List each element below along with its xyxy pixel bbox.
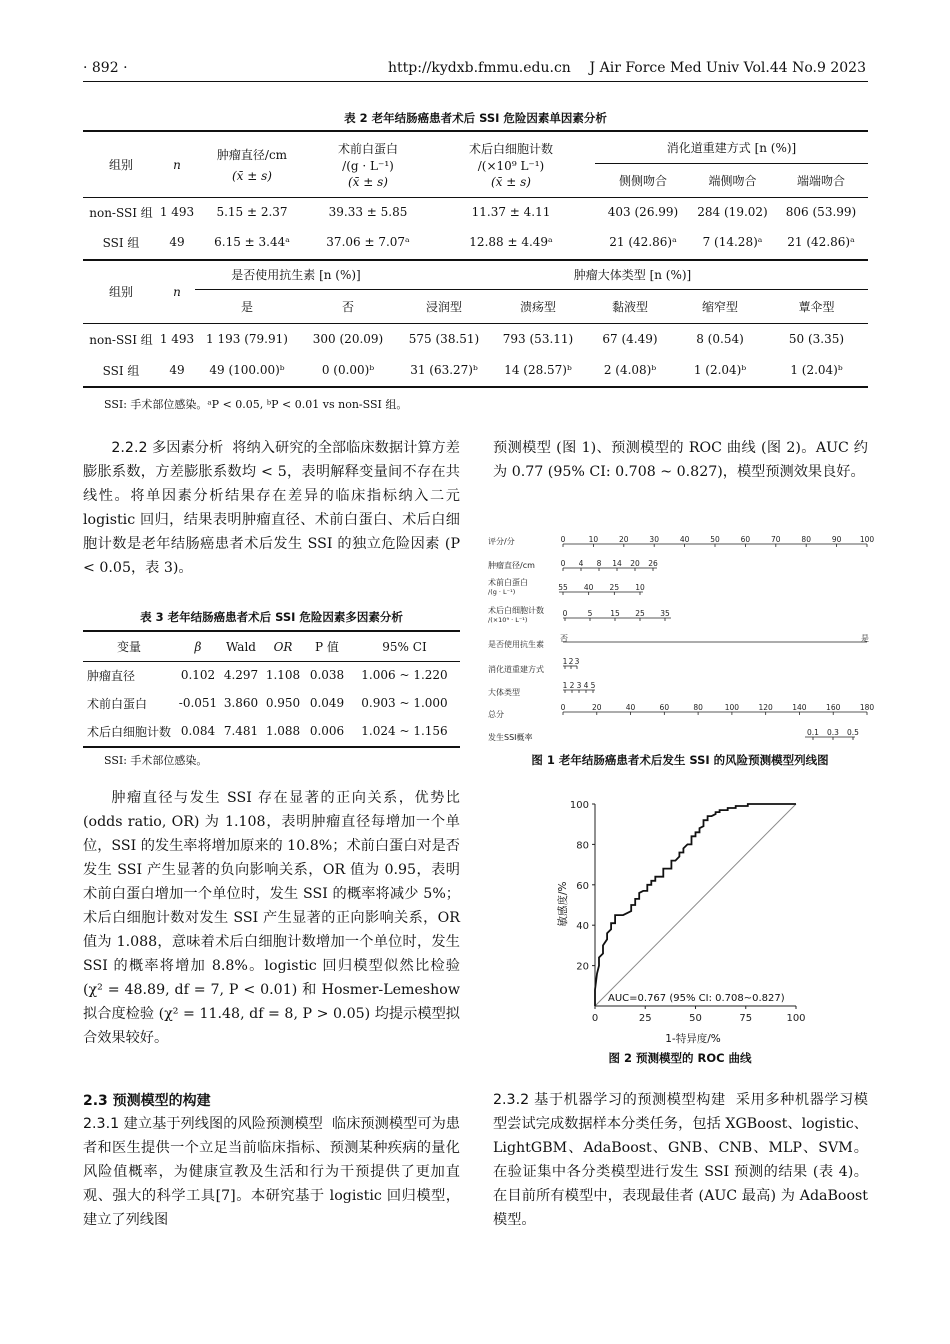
roc-x-tick-label: 50 bbox=[689, 1013, 702, 1024]
cell: 7.481 bbox=[223, 724, 259, 738]
cell: 31 (63.27)ᵇ bbox=[410, 363, 478, 377]
th: β bbox=[194, 639, 202, 654]
nomo-type-tick-label: 4 bbox=[583, 681, 589, 690]
cell: 1 (2.04)ᵇ bbox=[693, 363, 747, 377]
th-wbc: 术后白细胞计数 /(×10⁹ L⁻¹) (x̄ ± s) bbox=[468, 142, 553, 190]
table2-caption: 表 2 老年结肠癌患者术后 SSI 危险因素单因素分析 bbox=[344, 111, 607, 125]
nomo-albumin-tick-label: 55 bbox=[558, 583, 568, 592]
cell: 1 493 bbox=[159, 332, 195, 347]
cell: 403 (26.99) bbox=[607, 205, 679, 220]
nomo-albumin-tick-label: 10 bbox=[635, 583, 645, 592]
nomo-tumor-tick-label: 20 bbox=[630, 559, 640, 568]
cell: 300 (20.09) bbox=[312, 332, 384, 347]
nomo-points-tick-label: 90 bbox=[831, 535, 842, 544]
cell: 1.006 ~ 1.220 bbox=[361, 668, 448, 683]
th-n: n bbox=[173, 157, 181, 172]
nomo-total-tick-label: 20 bbox=[592, 703, 602, 712]
nomo-tumor-tick-label: 4 bbox=[578, 559, 584, 568]
th-group: 组别 bbox=[108, 158, 133, 173]
page-number: · 892 · bbox=[83, 60, 128, 76]
cell: 3.860 bbox=[223, 696, 259, 710]
table3-caption: 表 3 老年结肠癌患者术后 SSI 危险因素多因素分析 bbox=[140, 610, 403, 624]
cell: 806 (53.99) bbox=[785, 205, 857, 220]
left-text-block-3 bbox=[83, 1112, 460, 1232]
cell: 49 bbox=[169, 235, 185, 249]
nomo-label: 发生SSI概率 bbox=[488, 733, 533, 742]
cell: 术前白蛋白 bbox=[87, 696, 148, 711]
cell: 5.15 ± 2.37 bbox=[216, 205, 288, 220]
nomo-label: 消化道重建方式 bbox=[488, 665, 544, 674]
nomo-wbc-tick-label: 15 bbox=[610, 609, 620, 618]
cell: 39.33 ± 5.85 bbox=[328, 205, 408, 220]
nomo-prob-tick-label: 0.5 bbox=[847, 728, 859, 737]
nomo-label: 总分 bbox=[488, 710, 504, 719]
roc-chart bbox=[548, 790, 818, 1045]
nomo-points-tick-label: 100 bbox=[859, 535, 875, 544]
nomo-points-tick-label: 80 bbox=[801, 535, 811, 544]
nomo-tumor-tick-label: 8 bbox=[596, 559, 602, 568]
cell: 49 bbox=[169, 363, 185, 377]
nomo-label: 是否使用抗生素 bbox=[488, 640, 544, 649]
nomo-tumor-tick-label: 26 bbox=[648, 559, 658, 568]
cell: 0.049 bbox=[309, 696, 345, 710]
th-col: 黏液型 bbox=[611, 299, 648, 314]
th: 95% CI bbox=[382, 639, 427, 654]
cell: 1 (2.04)ᵇ bbox=[790, 363, 843, 377]
table3 bbox=[83, 633, 460, 745]
nomo-points-tick-label: 10 bbox=[588, 535, 599, 544]
nomo-tumor-tick-label: 0 bbox=[560, 559, 566, 568]
nomo-label: 肿瘤直径/cm bbox=[488, 561, 535, 570]
cell: 术后白细胞计数 bbox=[87, 724, 172, 739]
right-text-block-2 bbox=[493, 1088, 868, 1232]
cell: 0.950 bbox=[265, 696, 301, 710]
nomo-albumin-tick-label: 40 bbox=[583, 583, 594, 592]
th-recon: 消化道重建方式 [n (%)] bbox=[595, 133, 868, 163]
left-text-block-1 bbox=[83, 436, 460, 580]
fig2-caption: 图 2 预测模型的 ROC 曲线 bbox=[608, 1051, 752, 1065]
nomo-recon-tick-label: 1 bbox=[562, 657, 568, 666]
nomo-total-tick-label: 120 bbox=[758, 703, 773, 712]
th-col: 缩窄型 bbox=[701, 299, 738, 314]
nomo-total-tick-label: 80 bbox=[693, 703, 703, 712]
cell: 肿瘤直径 bbox=[87, 668, 136, 683]
nomo-points-tick-label: 0 bbox=[560, 535, 566, 544]
subsection-heading: 2.3.2 基于机器学习的预测模型构建 bbox=[493, 1092, 726, 1108]
nomo-label: /(g · L⁻¹) bbox=[488, 588, 516, 596]
cell: 284 (19.02) bbox=[697, 205, 768, 220]
cell: 0 (0.00)ᵇ bbox=[321, 363, 375, 377]
nomo-recon-tick-label: 2 bbox=[568, 657, 574, 666]
roc-x-tick-label: 0 bbox=[591, 1013, 599, 1024]
th-tumor-type: 肿瘤大体类型 [n (%)] bbox=[397, 261, 868, 289]
cell: 2 (4.08)ᵇ bbox=[603, 363, 657, 377]
roc-x-tick-label: 25 bbox=[638, 1013, 652, 1024]
table2-part1 bbox=[83, 133, 868, 257]
th-recon-col: 端端吻合 bbox=[796, 173, 845, 188]
nomo-total-tick-label: 40 bbox=[625, 703, 636, 712]
nomo-total-tick-label: 160 bbox=[826, 703, 841, 712]
paragraph: 肿瘤直径与发生 SSI 存在显著的正向关系，优势比 (odds ratio, OR) 为 1.108，表明肿瘤直径每增加一个单位，SSI 的发生率将增加原来的 10.8%；术前白蛋白对是否发生 SSI 产生显著的负向影响关系，OR 值为 0.95，表明术前白蛋白增加一个单位时，发生 SSI 的概率将减少 5%；术后白细胞计数对发生 SSI 产生显著的正向影响关系，OR 值为 1.088，意味着术后白细胞计数增加一个单位时，发生 SSI 的概率将增加 8.8%。logistic 回归模型似然比检验 (χ² = 48.89, df = 7, P < 0.01) 和 Hosmer-Lemeshow 拟合度检验 (χ² = 11.48, df = 8, P > 0.05) 均提示模型拟合效果较好。 bbox=[83, 790, 460, 1046]
nomo-wbc-tick-label: 35 bbox=[660, 609, 670, 618]
th-group: 组别 bbox=[108, 285, 133, 300]
cell: 21 (42.86)ᵃ bbox=[787, 235, 855, 249]
cell: SSI 组 bbox=[102, 235, 140, 250]
th-tumor: 肿瘤直径/cm (x̄ ± s) bbox=[216, 148, 288, 184]
cell: 1.024 ~ 1.156 bbox=[361, 724, 448, 738]
nomo-prob-tick-label: 0.3 bbox=[827, 728, 839, 737]
paragraph: 临床预测模型可为患者和医生提供一个立足当前临床指标、预测某种疾病的量化风险值概率，为健康宣教及生活和行为干预提供了更加直观、强大的科学工具[7]。本研究基于 logistic 回归模型，建立了列线图 bbox=[83, 1116, 460, 1228]
roc-annotation: AUC=0.767 (95% CI: 0.708~0.827) bbox=[608, 993, 785, 1004]
cell: 6.15 ± 3.44ᵃ bbox=[214, 235, 290, 249]
nomo-tumor-tick-label: 14 bbox=[612, 559, 622, 568]
subsection-heading: 2.2.2 多因素分析 bbox=[111, 440, 224, 456]
nomo-label: 术前白蛋白 bbox=[488, 578, 528, 587]
cell: 14 (28.57)ᵇ bbox=[504, 363, 572, 377]
nomo-total-tick-label: 100 bbox=[724, 703, 740, 712]
nomo-label: 评分/分 bbox=[488, 537, 515, 546]
th-col: 溃疡型 bbox=[519, 299, 556, 314]
journal-url[interactable]: http://kydxb.fmmu.edu.cn bbox=[388, 60, 571, 76]
roc-y-tick-label: 60 bbox=[576, 880, 589, 892]
roc-y-tick-label: 40 bbox=[576, 921, 589, 933]
roc-y-tick-label: 20 bbox=[576, 961, 589, 973]
paragraph: 采用多种机器学习模型尝试完成数据样本分类任务，包括 XGBoost、logistic、LightGBM、AdaBoost、GNB、CNB、MLP、SVM。在验证集中各分类模型进行发生 SSI 预测的结果 (表 4)。在目前所有模型中，表现最佳者 (AUC 最高) 为 AdaBoost 模型。 bbox=[493, 1092, 868, 1228]
nomo-points-tick-label: 40 bbox=[679, 535, 690, 544]
nomo-albumin-tick-label: 25 bbox=[609, 583, 620, 592]
nomo-points-tick-label: 20 bbox=[619, 535, 629, 544]
cell: 11.37 ± 4.11 bbox=[471, 205, 551, 220]
cell: 1.108 bbox=[265, 668, 301, 683]
nomo-total-tick-label: 140 bbox=[792, 703, 807, 712]
nomo-type-tick-label: 5 bbox=[590, 681, 596, 690]
nomo-anti-no: 否 bbox=[560, 634, 568, 643]
cell: 793 (53.11) bbox=[502, 332, 574, 347]
cell: 12.88 ± 4.49ᵃ bbox=[469, 235, 553, 249]
right-text-block-1 bbox=[493, 436, 868, 484]
th-recon-col: 端侧吻合 bbox=[708, 173, 757, 188]
cell: 1 493 bbox=[159, 205, 195, 220]
th: 变量 bbox=[116, 640, 141, 655]
th-recon-col: 侧侧吻合 bbox=[618, 173, 667, 188]
cell: 4.297 bbox=[223, 668, 259, 683]
th: OR bbox=[273, 639, 293, 654]
roc-y-tick-label: 80 bbox=[576, 840, 589, 852]
th-col: 是 bbox=[240, 299, 253, 314]
th-col: 蕈伞型 bbox=[798, 299, 835, 314]
th-col: 浸润型 bbox=[425, 299, 462, 314]
cell: SSI 组 bbox=[102, 363, 140, 378]
table2-part2 bbox=[83, 261, 868, 385]
nomo-points-tick-label: 60 bbox=[740, 535, 751, 544]
fig1-caption: 图 1 老年结肠癌患者术后发生 SSI 的风险预测模型列线图 bbox=[531, 753, 829, 767]
cell: non-SSI 组 bbox=[89, 205, 153, 220]
cell: 8 (0.54) bbox=[696, 332, 744, 347]
nomo-points-tick-label: 50 bbox=[710, 535, 720, 544]
th-col: 否 bbox=[341, 299, 354, 314]
cell: non-SSI 组 bbox=[89, 332, 153, 347]
subsection-heading: 2.3.1 建立基于列线图的风险预测模型 bbox=[83, 1116, 323, 1132]
nomo-type-tick-label: 3 bbox=[576, 681, 582, 690]
cell: 67 (4.49) bbox=[602, 332, 658, 347]
nomo-points-tick-label: 30 bbox=[649, 535, 659, 544]
nomo-total-tick-label: 180 bbox=[859, 703, 875, 712]
cell: -0.051 bbox=[178, 696, 218, 710]
nomo-points-tick-label: 70 bbox=[771, 535, 781, 544]
cell: 0.084 bbox=[180, 724, 216, 738]
nomo-label: 大体类型 bbox=[488, 688, 520, 697]
nomo-total-tick-label: 60 bbox=[659, 703, 670, 712]
nomo-label: /(×10⁹ · L⁻¹) bbox=[488, 616, 528, 624]
paragraph: 将纳入研究的全部临床数据计算方差膨胀系数，方差膨胀系数均 < 5，表明解释变量间不存在共线性。将单因素分析结果存在差异的临床指标纳入二元 logistic 回归，结果表明肿瘤直径、术前白蛋白、术后白细胞计数是老年结肠癌患者术后发生 SSI 的独立危险因素 (P < 0.05，表 3)。 bbox=[83, 440, 460, 576]
roc-x-tick-label: 75 bbox=[739, 1013, 753, 1024]
cell: 21 (42.86)ᵃ bbox=[609, 235, 677, 249]
cell: 1 193 (79.91) bbox=[206, 332, 288, 347]
cell: 575 (38.51) bbox=[408, 332, 480, 347]
nomo-type-tick-label: 2 bbox=[569, 681, 575, 690]
roc-y-tick-label: 100 bbox=[569, 800, 589, 811]
nomo-total-tick-label: 0 bbox=[560, 703, 566, 712]
th-antibiotic: 是否使用抗生素 [n (%)] bbox=[195, 261, 397, 289]
nomo-wbc-tick-label: 0 bbox=[562, 609, 568, 618]
roc-xlabel: 1-特异度/% bbox=[665, 1033, 721, 1045]
th: P 值 bbox=[315, 640, 339, 655]
table2-note: SSI: 手术部位感染。ᵃP < 0.05, ᵇP < 0.01 vs non-SSI 组。 bbox=[104, 398, 408, 411]
nomo-recon-tick-label: 3 bbox=[574, 657, 580, 666]
nomo-label: 术后白细胞计数 bbox=[488, 606, 544, 615]
table3-note: SSI: 手术部位感染。 bbox=[104, 754, 208, 767]
cell: 50 (3.35) bbox=[788, 332, 845, 347]
nomo-anti-yes: 是 bbox=[861, 634, 869, 643]
cell: 0.903 ~ 1.000 bbox=[361, 696, 448, 710]
cell: 0.102 bbox=[180, 668, 216, 683]
th: Wald bbox=[226, 639, 256, 654]
cell: 49 (100.00)ᵇ bbox=[209, 363, 285, 377]
paragraph: 预测模型 (图 1)、预测模型的 ROC 曲线 (图 2)。AUC 约为 0.77 (95% CI: 0.708 ~ 0.827)，模型预测效果良好。 bbox=[493, 440, 868, 480]
nomo-wbc-tick-label: 25 bbox=[635, 609, 645, 618]
nomo-wbc-tick-label: 5 bbox=[587, 609, 593, 618]
cell: 7 (14.28)ᵃ bbox=[702, 235, 763, 249]
nomo-prob-tick-label: 0.1 bbox=[807, 728, 819, 737]
cell: 0.038 bbox=[309, 668, 345, 683]
cell: 1.088 bbox=[265, 724, 301, 738]
nomo-type-tick-label: 1 bbox=[562, 681, 568, 690]
section-heading: 2.3 预测模型的构建 bbox=[83, 1093, 211, 1109]
journal-info: J Air Force Med Univ Vol.44 No.9 2023 bbox=[589, 60, 866, 76]
th-n: n bbox=[173, 284, 181, 299]
th-albumin: 术前白蛋白 /(g · L⁻¹) (x̄ ± s) bbox=[337, 142, 398, 190]
roc-ylabel: 敏感度/% bbox=[557, 881, 569, 927]
cell: 37.06 ± 7.07ᵃ bbox=[326, 235, 410, 249]
left-text-block-2 bbox=[83, 786, 460, 1050]
cell: 0.006 bbox=[309, 724, 345, 738]
roc-x-tick-label: 100 bbox=[786, 1013, 806, 1024]
nomogram-figure bbox=[485, 530, 875, 745]
